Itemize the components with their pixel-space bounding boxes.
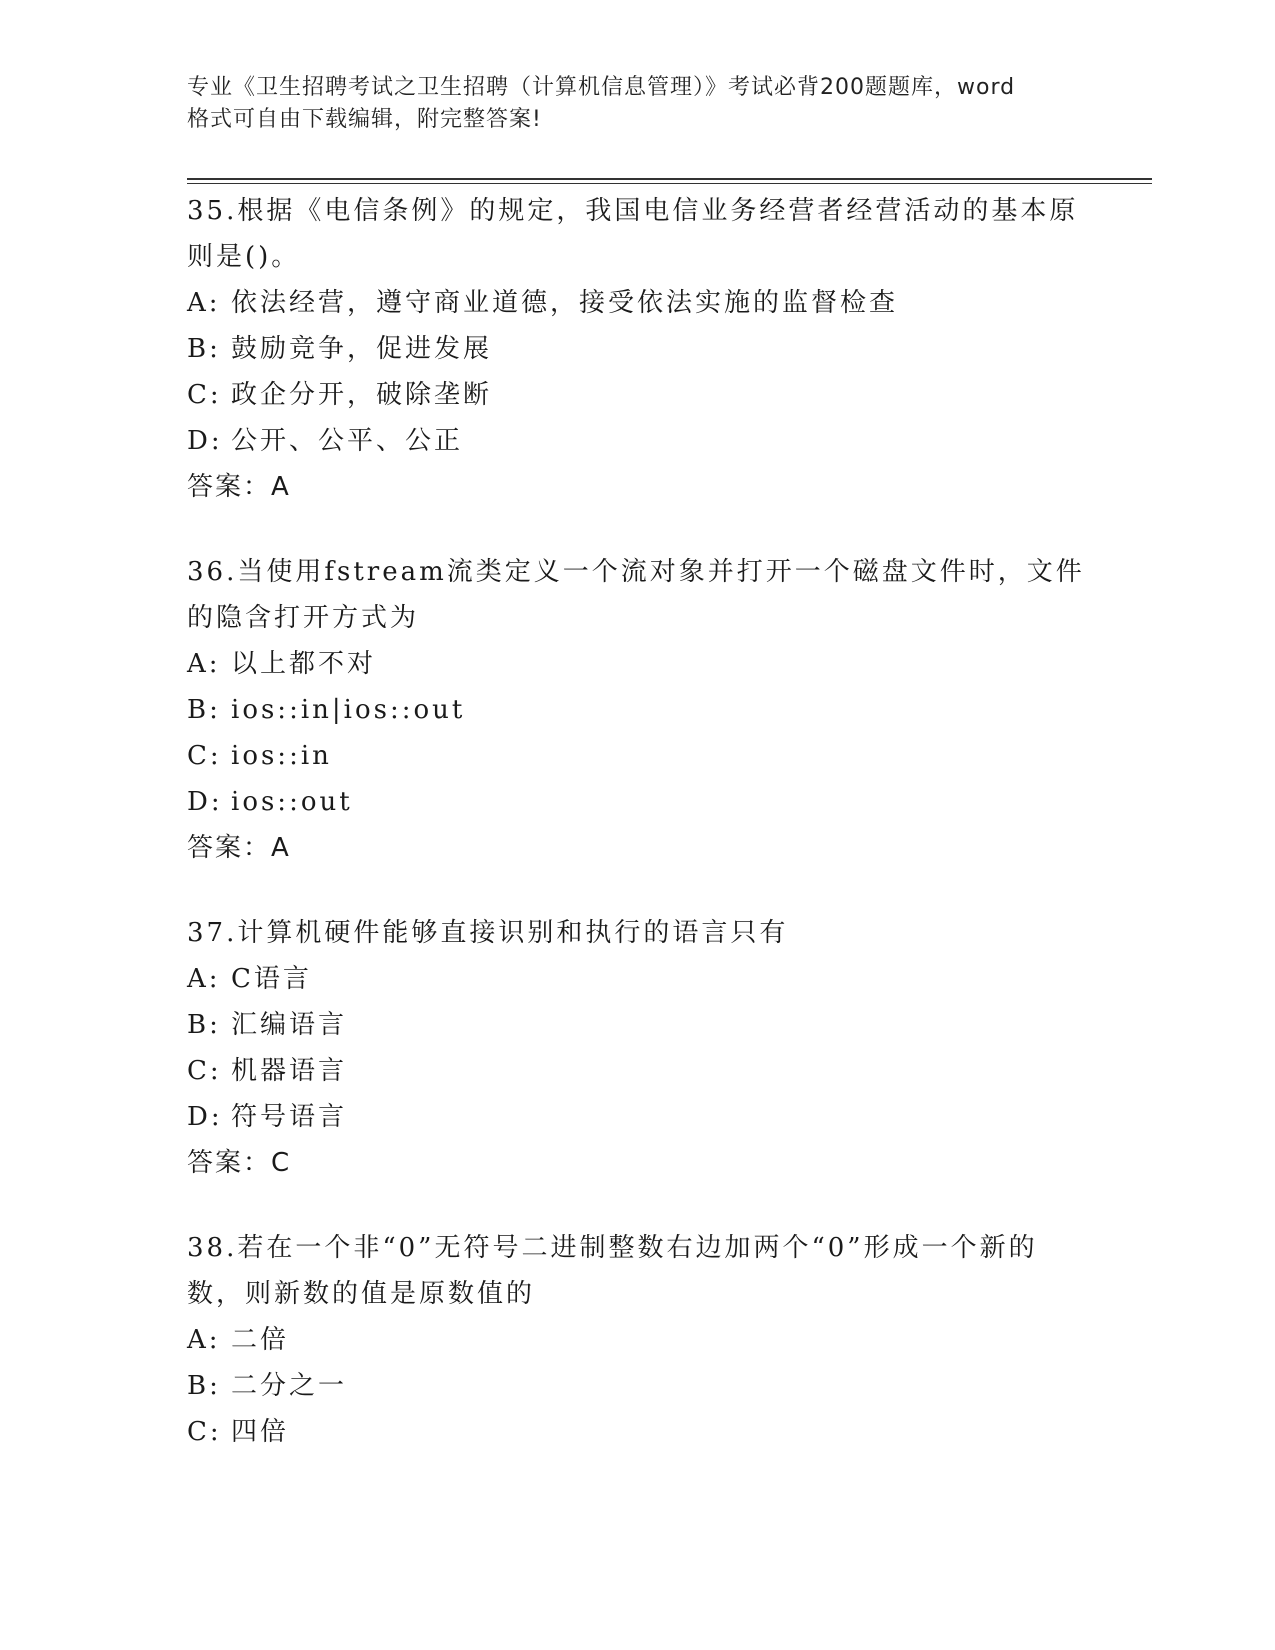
question-list [187,188,1087,1494]
option-text: 二分之一 [231,1371,348,1401]
header-divider-thin [187,183,1152,184]
option-label: D: [187,1102,223,1132]
question-38 [187,1225,1087,1455]
option-label: A: [187,964,221,994]
answer-line: 答案：A [187,833,291,863]
answer-line: 答案：A [187,472,291,502]
option-label: B: [187,1371,221,1401]
option-label: B: [187,334,221,364]
answer-line: 答案：C [187,1148,292,1178]
option-a [187,956,1087,1002]
option-label: A: [187,288,221,318]
option-label: B: [187,695,221,725]
header-line-1: 专业《卫生招聘考试之卫生招聘（计算机信息管理）》考试必背200题题库，word [187,75,1016,100]
option-text: 依法经营，遵守商业道德，接受依法实施的监督检查 [231,288,899,318]
option-label: D: [187,426,223,456]
option-text: 公开、公平、公正 [231,426,464,456]
option-text: 以上都不对 [231,649,377,679]
option-b [187,1002,1087,1048]
option-d [187,1094,1087,1140]
question-text: 36.当使用fstream流类定义一个流对象并打开一个磁盘文件时，文件的隐含打开方式为 [187,557,1085,633]
option-label: C: [187,1056,222,1086]
option-a [187,280,1087,326]
option-c [187,1409,1087,1455]
question-text: 37.计算机硬件能够直接识别和执行的语言只有 [187,918,789,948]
option-text: 四倍 [231,1417,290,1447]
option-c [187,372,1087,418]
option-text: ios::in|ios::out [231,695,466,725]
option-b [187,1363,1087,1409]
option-d [187,779,1087,825]
option-text: ios::in [231,741,332,771]
option-label: B: [187,1010,221,1040]
question-37 [187,910,1087,1186]
option-text: ios::out [231,787,353,817]
option-b [187,687,1087,733]
question-text: 38.若在一个非“0”无符号二进制整数右边加两个“0”形成一个新的数，则新数的值是原数值的 [187,1233,1038,1309]
option-a [187,641,1087,687]
option-text: 二倍 [231,1325,290,1355]
option-text: C语言 [231,964,312,994]
option-label: A: [187,1325,221,1355]
option-c [187,733,1087,779]
option-text: 汇编语言 [231,1010,348,1040]
document-header [187,72,1087,136]
option-c [187,1048,1087,1094]
option-a [187,1317,1087,1363]
header-divider-thick [187,178,1152,180]
option-label: C: [187,1417,222,1447]
option-text: 符号语言 [231,1102,348,1132]
header-line-2: 格式可自由下载编辑，附完整答案! [187,107,542,132]
option-b [187,326,1087,372]
question-text: 35.根据《电信条例》的规定，我国电信业务经营者经营活动的基本原则是()。 [187,196,1079,272]
option-label: C: [187,380,222,410]
option-label: A: [187,649,221,679]
option-label: D: [187,787,223,817]
question-36 [187,549,1087,871]
option-label: C: [187,741,222,771]
option-text: 政企分开，破除垄断 [231,380,493,410]
option-text: 机器语言 [231,1056,348,1086]
option-d [187,418,1087,464]
question-35 [187,188,1087,510]
option-text: 鼓励竞争，促进发展 [231,334,493,364]
